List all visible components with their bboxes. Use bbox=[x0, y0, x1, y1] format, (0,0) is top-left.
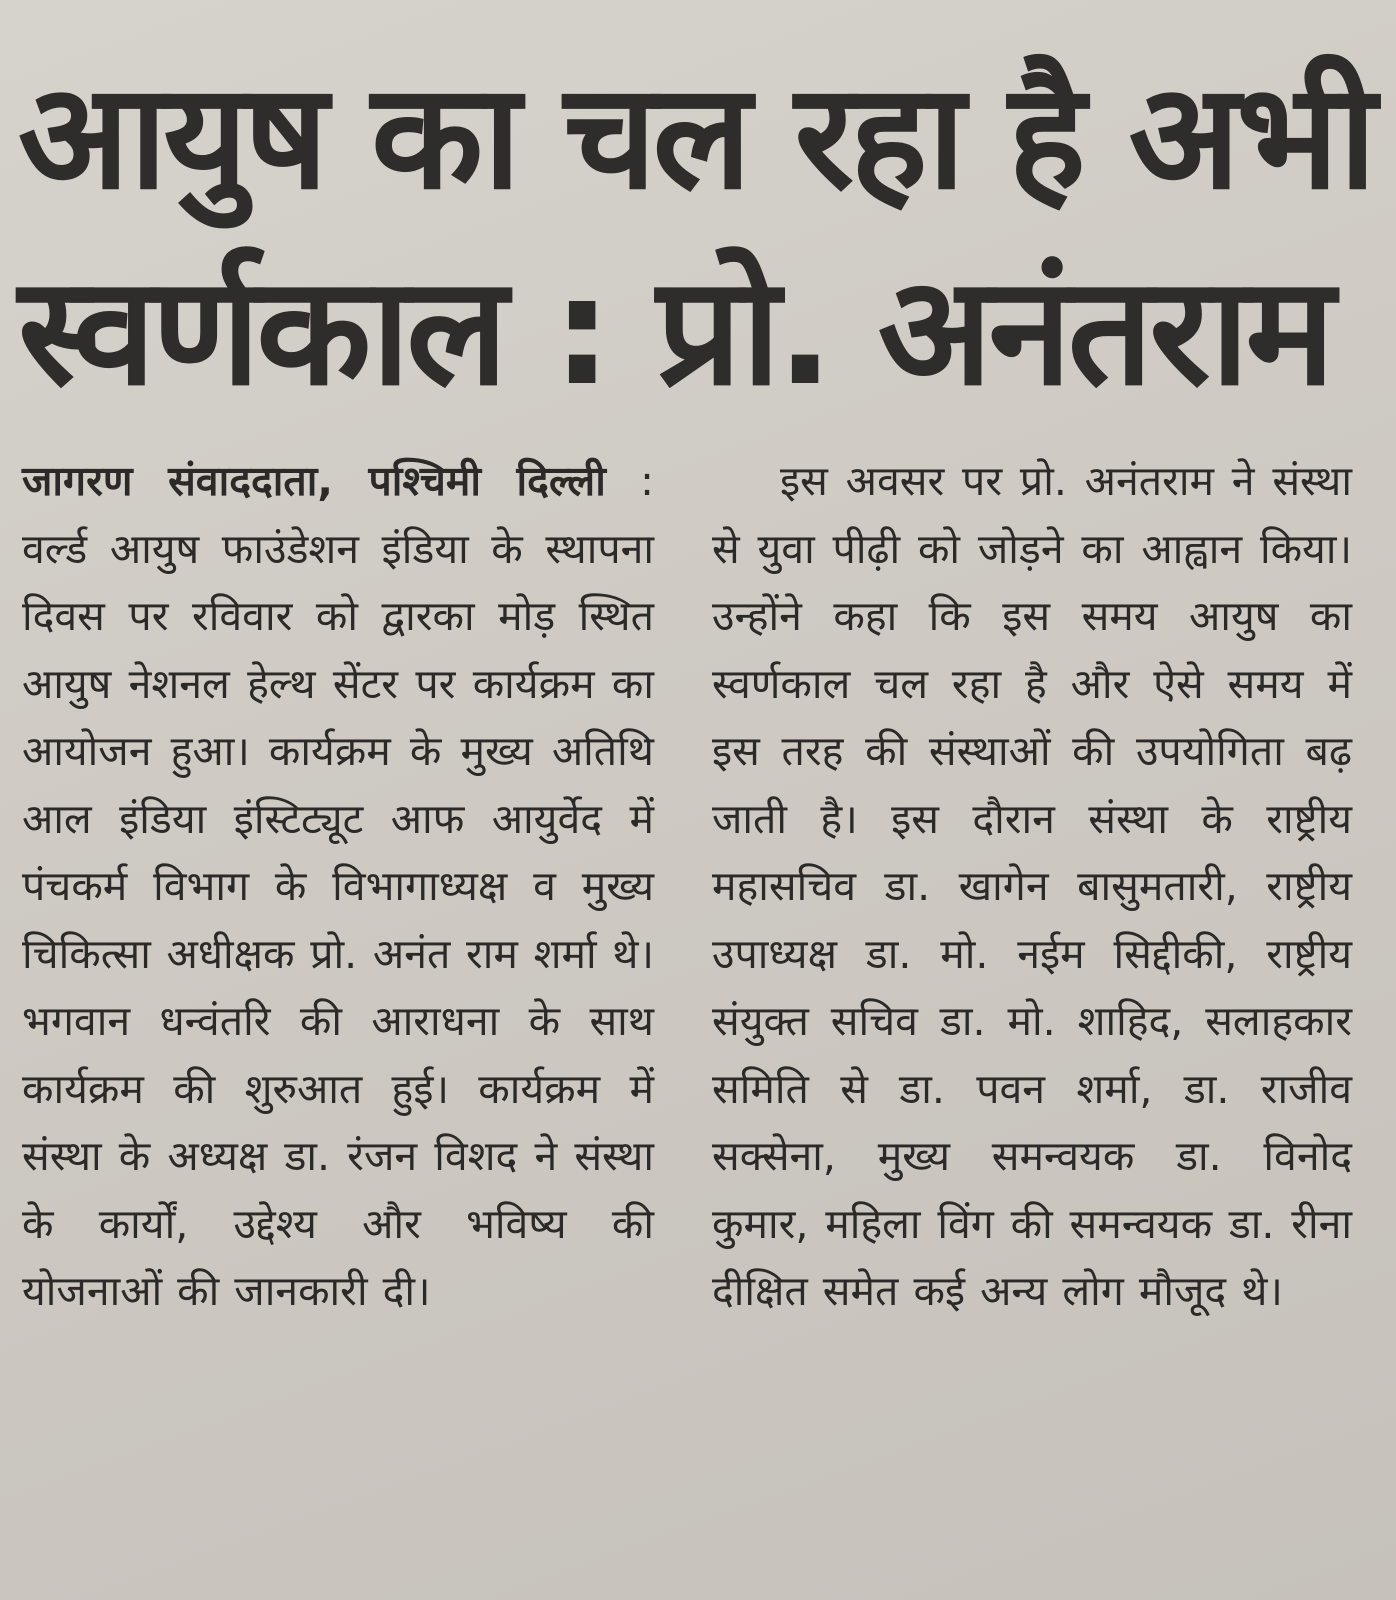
article-column-2 bbox=[712, 448, 1352, 1568]
headline bbox=[18, 40, 1378, 430]
column-2-paragraph: इस अवसर पर प्रो. अनंतराम ने संस्था से युवा पीढ़ी को जोड़ने का आह्वान किया। उन्होंने कहा कि इस समय आयुष का स्वर्णकाल चल रहा है और ऐसे समय में इस तरह की संस्थाओं की उपयोगिता बढ़ जाती है। इस दौरान संस्था के राष्ट्रीय महासचिव डा. खागेन बासुमतारी, राष्ट्रीय उपाध्यक्ष डा. मो. नईम सिद्दीकी, राष्ट्रीय संयुक्त सचिव डा. मो. शाहिद, सलाहकार समिति से डा. पवन शर्मा, डा. राजीव सक्सेना, मुख्य समन्वयक डा. विनोद कुमार, महिला विंग की समन्वयक डा. रीना दीक्षित समेत कई अन्य लोग मौजूद थे। bbox=[712, 457, 1352, 1315]
column-1-text: : वर्ल्ड आयुष फाउंडेशन इंडिया के स्थापना दिवस पर रविवार को द्वारका मोड़ स्थित आयुष नेशनल हेल्थ सेंटर पर कार्यक्रम का आयोजन हुआ। कार्यक्रम के मुख्य अतिथि आल इंडिया इंस्टिट्यूट आफ आयुर्वेद में पंचकर्म विभाग के विभागाध्यक्ष व मुख्य चिकित्सा अधीक्षक प्रो. अनंत राम शर्मा थे। भगवान धन्वंतरि की आराधना के साथ कार्यक्रम की शुरुआत हुई। कार्यक्रम में संस्था के अध्यक्ष डा. रंजन विशद ने संस्था के कार्यों, उद्देश्य और भविष्य की योजनाओं की जानकारी दी। bbox=[22, 457, 654, 1315]
article-column-1 bbox=[22, 448, 654, 1568]
headline-line-2: स्वर्णकाल : प्रो. अनंतराम bbox=[18, 245, 1332, 419]
headline-line-1: आयुष का चल रहा है अभी bbox=[18, 52, 1373, 222]
column-1-paragraph bbox=[22, 448, 654, 1326]
byline: जागरण संवाददाता, पश्चिमी दिल्ली bbox=[22, 457, 606, 505]
article-body bbox=[22, 448, 1352, 1568]
